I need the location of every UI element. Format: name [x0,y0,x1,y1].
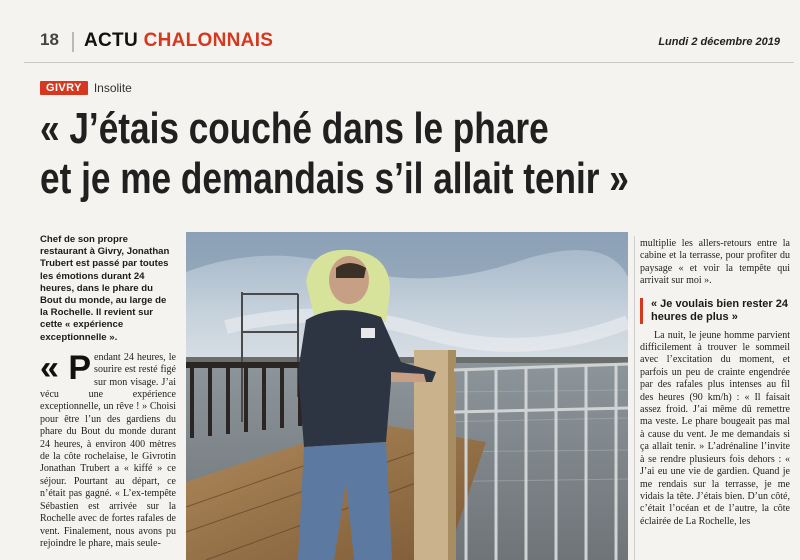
section-title-part2: CHALONNAIS [143,30,274,51]
left-column [40,234,176,550]
article-body-start [40,348,176,551]
article-kicker [40,80,132,96]
page-number: 18 [40,30,59,49]
rubric-label: Insolite [93,81,132,95]
article-lead: Chef de son propre restaurant à Givry, Jonathan Trubert est passé par toutes les émotions durant 24 heures, dans le phare du Bout du monde, au large de la Rochelle. Il revient sur cette « expérience exceptionnelle ». [40,234,170,343]
photo-illustration [186,232,628,560]
drop-cap: « P [40,348,92,387]
header-rule [24,62,794,63]
right-column [640,238,790,528]
right-paragraph-2: La nuit, le jeune homme parvient difficilement à trouver le sommeil avec l’excitation du moment, et parfois un peu de crainte engendrée par des rafales plus intenses au fil des heures (90 km/h) : « Il faisait assez froid. J’ai même dû remettre ma veste. Le phare bougeait pas mal à cause du vent. Je me demandais si ça allait tenir. » L’adrénaline l’invite à se rendre plusieurs fois dehors : « J’ai eu une vie de gardien. Quand je me rendais sur la terrasse, je me vidais la tête. J’étais bien. D’un côté, c’était l’océan et de l’autre, la côte éclairée de La Rochelle, les [640,329,790,527]
headline-line-1: « J’étais couché dans le phare [40,104,549,153]
location-tag: GIVRY [40,81,88,95]
article-headline [40,104,790,204]
column-rule [634,236,635,560]
headline-line-2: et je me demandais s’il allait tenir » [40,154,629,203]
issue-date: Lundi 2 décembre 2019 [658,36,780,48]
section-title [84,30,273,52]
right-paragraph-1: multiplie les allers-retours entre la cabine et la terrasse, pour profiter du paysage « et voir la tempête qui arrivait sur moi ». [640,238,790,287]
body-text: endant 24 heures, le sourire est resté figé sur mon visage. J’ai vécu une expérience exceptionnelle, un rêve ! » Choisi pour être l’un des gardiens du phare du Bout du monde durant 24 heures, à environ 400 mètres de la côte rochelaise, le Givrotin Jonathan Trubert a « kiffé » ce séjour. Pourtant au départ, ce n’était pas gagné. « L’ex-tempête Sébastien est arrivée sur la Rochelle avec de fortes rafales de vent. Finalement, nous avons pu rejoindre le phare, mais seule- [40,351,176,549]
header-separator [72,32,74,52]
page-header [0,0,800,66]
intertitle: « Je voulais bien rester 24 heures de plus » [640,298,790,324]
article-photo [186,232,628,560]
section-title-part1: ACTU [84,30,138,51]
